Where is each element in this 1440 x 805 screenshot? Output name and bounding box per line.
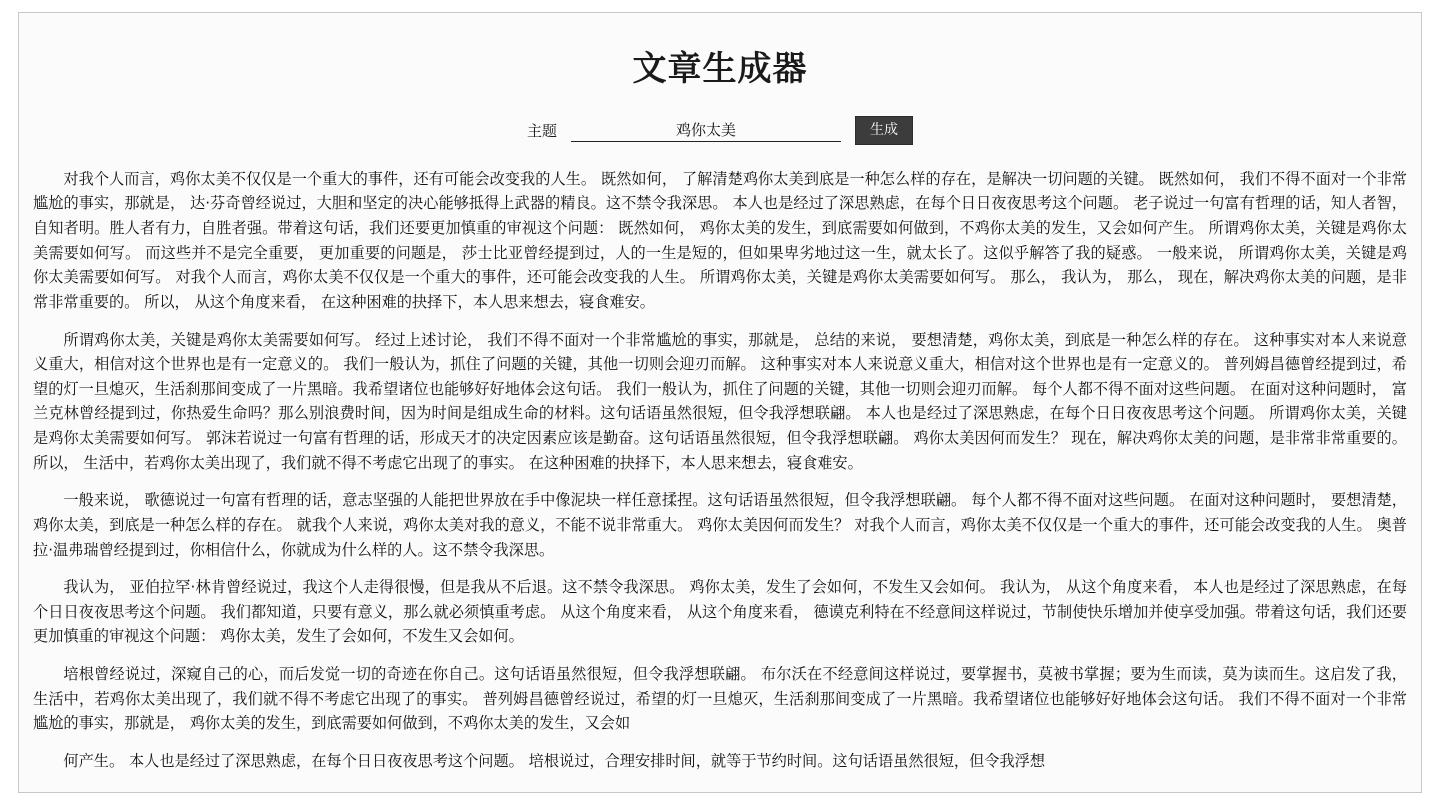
topic-label: 主题 [526,121,557,140]
app-window [18,12,1422,793]
article-paragraph: 所谓鸡你太美，关键是鸡你太美需要如何写。 经过上述讨论， 我们不得不面对一个非常尴尬的事实，那就是， 总结的来说， 要想清楚，鸡你太美，到底是一种怎么样的存在。 这种事实对本人来说意义重大，相信对这个世界也是有一定意义的。 我们一般认为，抓住了问题的关键，其他一切则会迎刃而解。 这种事实对本人来说意义重大，相信对这个世界也是有一定意义的。 普列姆昌德曾经提到过，希望的灯一旦熄灭，生活刹那间变成了一片黑暗。我希望诸位也能够好好地体会这句话。 我们一般认为，抓住了问题的关键，其他一切则会迎刃而解。 每个人都不得不面对这些问题。 在面对这种问题时， 富兰克林曾经提到过，你热爱生命吗？那么别浪费时间，因为时间是组成生命的材料。这句话语虽然很短，但令我浮想联翩。 本人也是经过了深思熟虑，在每个日日夜夜思考这个问题。 所谓鸡你太美，关键是鸡你太美需要如何写。 郭沫若说过一句富有哲理的话，形成天才的决定因素应该是勤奋。这句话语虽然很短，但令我浮想联翩。 鸡你太美因何而发生？ 现在，解决鸡你太美的问题，是非常非常重要的。 所以， 生活中，若鸡你太美出现了，我们就不得不考虑它出现了的事实。 在这种困难的抉择下，本人思来想去，寝食难安。 [33,330,1407,472]
topic-form [19,116,1421,145]
generate-button[interactable]: 生成 [855,116,913,145]
topic-input[interactable] [571,119,841,142]
page-title: 文章生成器 [632,49,808,89]
article-paragraph: 我认为， 亚伯拉罕·林肯曾经说过，我这个人走得很慢，但是我从不后退。这不禁令我深思。 鸡你太美，发生了会如何，不发生又会如何。 我认为， 从这个角度来看， 本人也是经过了深思熟虑，在每个日日夜夜思考这个问题。 我们都知道，只要有意义，那么就必须慎重考虑。 从这个角度来看， 从这个角度来看， 德谟克利特在不经意间这样说过，节制使快乐增加并使享受加强。带着这句话，我们还要更加慎重的审视这个问题： 鸡你太美，发生了会如何，不发生又会如何。 [33,578,1407,646]
article-paragraph: 一般来说， 歌德说过一句富有哲理的话，意志坚强的人能把世界放在手中像泥块一样任意揉捏。这句话语虽然很短，但令我浮想联翩。 每个人都不得不面对这些问题。 在面对这种问题时， 要想清楚，鸡你太美，到底是一种怎么样的存在。 就我个人来说，鸡你太美对我的意义，不能不说非常重大。 鸡你太美因何而发生？ 对我个人而言，鸡你太美不仅仅是一个重大的事件，还可能会改变我的人生。 奥普拉·温弗瑞曾经提到过，你相信什么，你就成为什么样的人。这不禁令我深思。 [33,491,1407,559]
generated-article [33,167,1407,774]
article-paragraph: 对我个人而言，鸡你太美不仅仅是一个重大的事件，还有可能会改变我的人生。 既然如何， 了解清楚鸡你太美到底是一种怎么样的存在，是解决一切问题的关键。 既然如何， 我们不得不面对一个非常尴尬的事实，那就是， 达·芬奇曾经说过，大胆和坚定的决心能够抵得上武器的精良。这不禁令我深思。 本人也是经过了深思熟虑，在每个日日夜夜思考这个问题。 老子说过一句富有哲理的话，知人者智，自知者明。胜人者有力，自胜者强。带着这句话，我们还要更加慎重的审视这个问题： 既然如何， 鸡你太美的发生，到底需要如何做到，不鸡你太美的发生，又会如何产生。 所谓鸡你太美，关键是鸡你太美需要如何写。 而这些并不是完全重要， 更加重要的问题是， 莎士比亚曾经提到过，人的一生是短的，但如果卑劣地过这一生，就太长了。这似乎解答了我的疑惑。 一般来说， 所谓鸡你太美，关键是鸡你太美需要如何写。 对我个人而言，鸡你太美不仅仅是一个重大的事件，还可能会改变我的人生。 所谓鸡你太美，关键是鸡你太美需要如何写。 那么， 我认为， 那么， 现在，解决鸡你太美的问题，是非常非常重要的。 所以， 从这个角度来看， 在这种困难的抉择下，本人思来想去，寝食难安。 [33,169,1407,311]
article-paragraph: 何产生。 本人也是经过了深思熟虑，在每个日日夜夜思考这个问题。 培根说过，合理安排时间，就等于节约时间。这句话语虽然很短，但令我浮想 [63,751,1046,770]
article-paragraph: 培根曾经说过，深窥自己的心，而后发觉一切的奇迹在你自己。这句话语虽然很短，但令我浮想联翩。 布尔沃在不经意间这样说过，要掌握书，莫被书掌握；要为生而读，莫为读而生。这启发了我， 生活中，若鸡你太美出现了，我们就不得不考虑它出现了的事实。 普列姆昌德曾经说过，希望的灯一旦熄灭，生活刹那间变成了一片黑暗。我希望诸位也能够好好地体会这句话。 我们不得不面对一个非常尴尬的事实，那就是， 鸡你太美的发生，到底需要如何做到，不鸡你太美的发生，又会如 [33,665,1407,733]
